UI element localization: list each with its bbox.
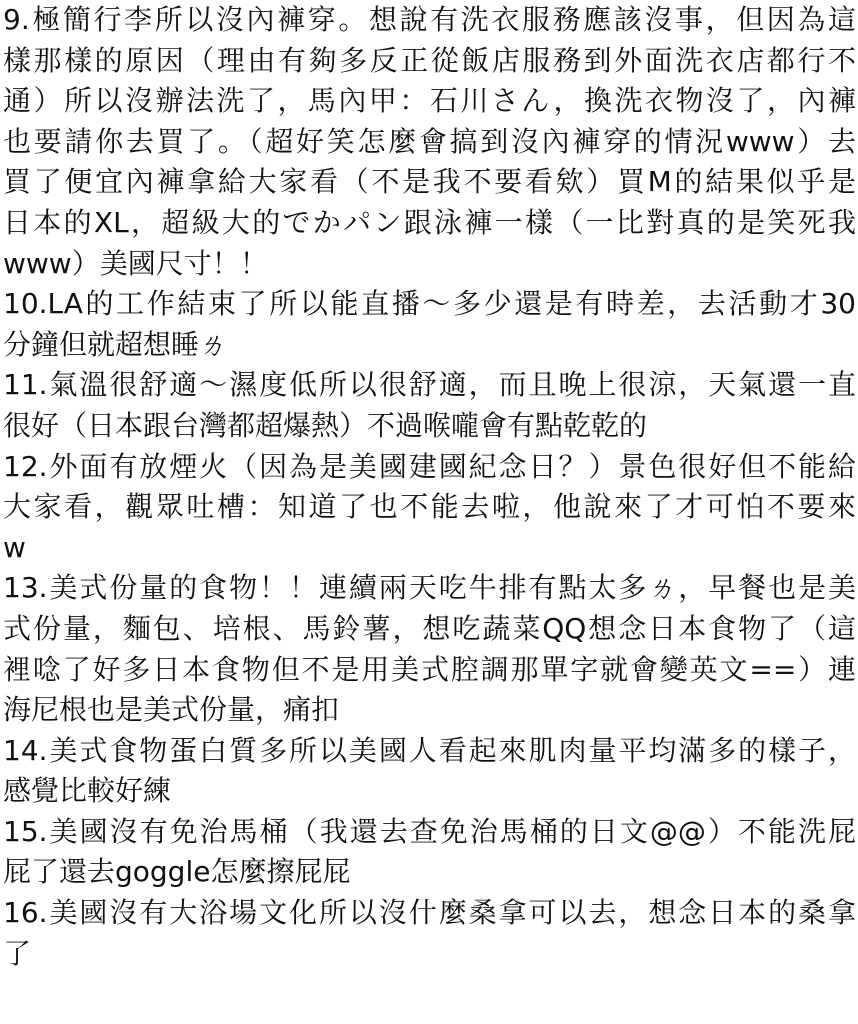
note-line: 很好（日本跟台灣都超爆熱）不過喉嚨會有點乾乾的 (3, 408, 648, 442)
note-line: 通）所以沒辦法洗了，馬內甲：石川さん，換洗衣物沒了，內褲 (3, 84, 856, 118)
note-line: 了 (3, 936, 32, 970)
note-line: 分鐘但就超想睡ㄌ (3, 327, 228, 361)
note-line: 9.極簡行李所以沒內褲穿。想說有洗衣服務應該沒事，但因為這 (3, 3, 856, 36)
note-line: 海尼根也是美式份量，痛扣 (3, 693, 340, 727)
note-line: 也要請你去買了。（超好笑怎麼會搞到沒內褲穿的情況www）去 (3, 124, 856, 158)
note-line: 12.外面有放煙火（因為是美國建國紀念日？）景色很好但不能給 (3, 449, 856, 483)
note-line: 14.美式食物蛋白質多所以美國人看起來肌肉量平均滿多的樣子， (3, 733, 856, 767)
note-line: 買了便宜內褲拿給大家看（不是我不要看欸）買M的結果似乎是 (3, 165, 856, 199)
note-line: 日本的XL，超級大的でかパン跟泳褲一樣（一比對真的是笑死我 (3, 205, 856, 239)
note-line: 感覺比較好練 (3, 774, 172, 808)
note-line: 11.氣溫很舒適～濕度低所以很舒適，而且晚上很涼，天氣還一直 (3, 368, 856, 402)
note-line: 屁了還去goggle怎麼擦屁屁 (3, 855, 351, 889)
note-line: 15.美國沒有免治馬桶（我還去查免治馬桶的日文@@）不能洗屁 (3, 814, 856, 848)
note-line: 式份量，麵包、培根、馬鈴薯，想吃蔬菜QQ想念日本食物了（這 (3, 611, 856, 645)
note-line: 裡唸了好多日本食物但不是用美式腔調那單字就會變英文==）連 (3, 652, 856, 686)
note-line: 13.美式份量的食物！！連續兩天吃牛排有點太多ㄌ，早餐也是美 (3, 571, 856, 605)
note-line: 10.LA的工作結束了所以能直播～多少還是有時差，去活動才30 (3, 287, 856, 321)
note-line: 大家看，觀眾吐槽：知道了也不能去啦，他說來了才可怕不要來 (3, 490, 856, 524)
note-line: www）美國尺寸！！ (3, 246, 268, 280)
note-line: 16.美國沒有大浴場文化所以沒什麼桑拿可以去，想念日本的桑拿 (3, 896, 856, 930)
note-line: 樣那樣的原因（理由有夠多反正從飯店服務到外面洗衣店都行不 (3, 43, 856, 77)
note-line: w (3, 530, 26, 564)
